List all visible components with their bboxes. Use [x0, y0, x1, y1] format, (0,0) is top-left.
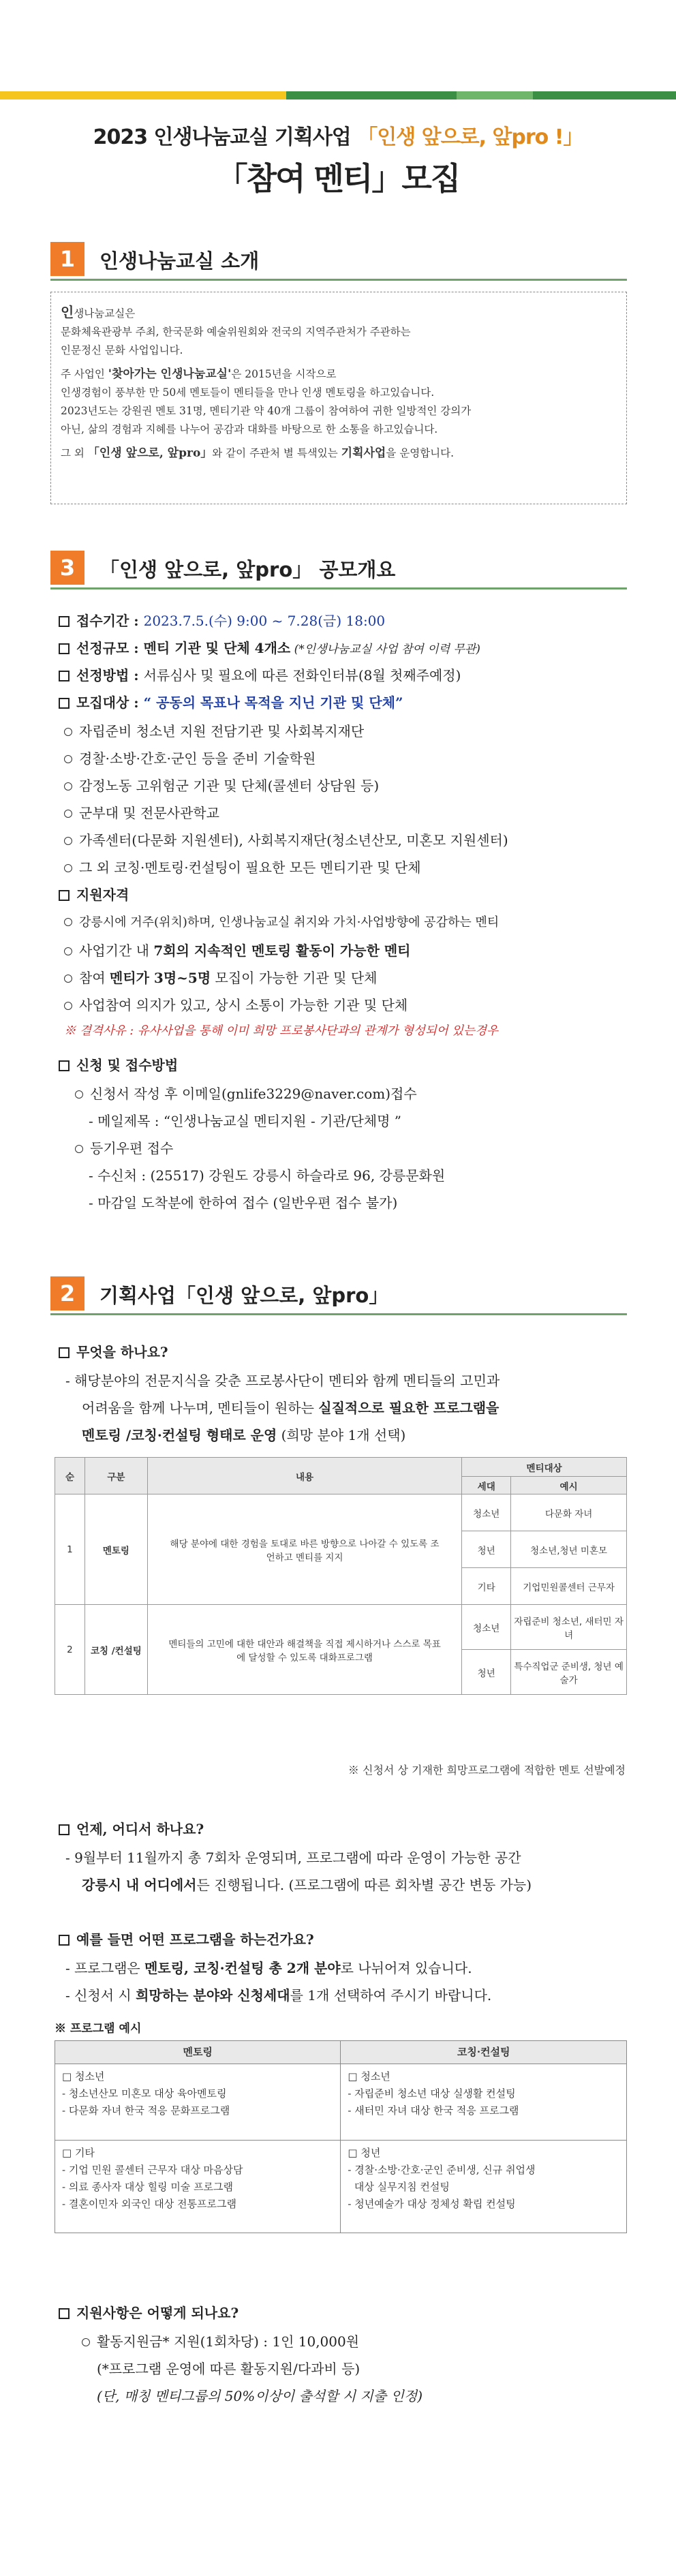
circle-bullet-icon	[75, 1090, 83, 1099]
period-row	[59, 610, 385, 630]
target-row	[59, 692, 403, 711]
example-cell	[341, 2141, 627, 2233]
section-3-header	[50, 551, 627, 589]
target-item-text: 군부대 및 전문사관학교	[79, 805, 219, 821]
cell-type: 코칭 /컨설팅	[84, 1605, 147, 1695]
cell-ex: 기업민원콜센터 근무자	[511, 1568, 627, 1605]
circle-bullet-icon	[64, 918, 72, 926]
q4-heading	[59, 2302, 239, 2322]
bar-segment-yellow	[0, 91, 286, 99]
cell-ex: 다문화 자녀	[511, 1494, 627, 1531]
intro-box	[50, 292, 627, 504]
example-cell-title: □ 청소년	[348, 2070, 390, 2083]
circle-bullet-icon	[64, 810, 72, 818]
q2-line: - 9월부터 11월까지 총 7회차 운영되며, 프로그램에 따라 운영이 가능한 공간	[65, 1850, 521, 1866]
subtitle-accent: 「인생 앞으로, 앞pro !」	[357, 125, 583, 149]
target-item-text: 가족센터(다문화 지원센터), 사회복지재단(청소년산모, 미혼모 지원센터)	[79, 832, 508, 848]
section-title: 「인생 앞으로, 앞pro」 공모개요	[99, 558, 396, 581]
q1-heading	[59, 1341, 168, 1361]
cell-no: 2	[55, 1605, 85, 1695]
apply-row	[59, 1054, 178, 1074]
circle-bullet-icon	[64, 728, 72, 736]
example-cell-item: - 경찰·소방·간호·군인 준비생, 신규 취업생	[348, 2164, 536, 2176]
qualification-row	[59, 884, 129, 904]
q3-text: - 프로그램은	[65, 1960, 145, 1976]
scale-row	[59, 637, 480, 657]
intro-emphasis: 「인생 앞으로, 앞pro」	[87, 446, 213, 460]
section-1-header	[50, 242, 627, 280]
circle-bullet-icon	[75, 1145, 83, 1153]
q1-line	[82, 1397, 499, 1417]
target-label: 모집대상 :	[76, 694, 144, 711]
section-number: 3	[50, 551, 84, 585]
q3-text: 를 1개 선택하여 주시기 바랍니다.	[290, 1987, 492, 2004]
q4-line: (*프로그램 운영에 따른 활동지원/다과비 등)	[97, 2361, 360, 2377]
target-item-text: 경찰·소방·간호·군인 등을 준비 기술학원	[79, 750, 316, 767]
q3-line	[65, 1984, 491, 2004]
section-underline	[50, 1313, 627, 1315]
checkbox-square-icon	[59, 1824, 70, 1835]
intro-line: 문화체육관광부 주최, 한국문화 예술위원회와 전국의 지역주관처가 주관하는	[61, 326, 411, 338]
intro-text: 그 외	[61, 447, 88, 459]
th-content: 내용	[147, 1458, 461, 1494]
cell-gen: 청소년	[462, 1494, 511, 1531]
intro-line: 2023년도는 강원권 멘토 31명, 멘티기관 약 40개 그룹이 참여하여 귀한 일방적인 강의가	[61, 405, 472, 417]
checkbox-square-icon	[59, 698, 70, 709]
q1-emphasis: 멘토링 /코칭·컨설팅 형태로 운영	[82, 1427, 277, 1443]
intro-line: 아닌, 삶의 경험과 지혜를 나누어 공감과 대화를 바탕으로 한 소통을 하고있습니다.	[61, 423, 438, 435]
section-underline	[50, 587, 627, 589]
checkbox-square-icon	[59, 671, 70, 681]
circle-bullet-icon	[64, 782, 72, 791]
apply-label: 신청 및 접수방법	[76, 1057, 179, 1073]
qual-item	[64, 940, 411, 960]
circle-bullet-icon	[82, 2338, 90, 2346]
target-item	[64, 802, 219, 822]
target-item-text: 감정노동 고위험군 기관 및 단체(콜센터 상담원 등)	[79, 778, 380, 794]
intro-text: 을 운영합니다.	[386, 447, 455, 459]
page-title: 「참여 멘티」모집	[216, 160, 460, 197]
q1-text: (희망 분야 1개 선택)	[277, 1427, 406, 1443]
example-cell	[55, 2064, 341, 2141]
target-value: “ 공동의 목표나 목적을 지닌 기관 및 단체”	[143, 694, 403, 711]
intro-lead-rest: 생나눔교실은	[74, 307, 136, 320]
example-cell-item: - 청소년산모 미혼모 대상 육아멘토링	[62, 2087, 227, 2100]
q4-text: 활동지원금* 지원(1회차당) : 1인 10,000원	[97, 2333, 360, 2350]
q3-text: 예를 들면 어떤 프로그램을 하는건가요?	[76, 1931, 314, 1948]
intro-text: 와 같이 주관처 별 특색있는	[212, 447, 341, 459]
section-2-header	[50, 1276, 627, 1315]
qualification-label: 지원자격	[76, 887, 129, 903]
scale-label: 선정규모 :	[76, 640, 144, 656]
q2-heading	[59, 1818, 204, 1838]
apply-text: 등기우편 접수	[90, 1140, 174, 1156]
cell-no: 1	[55, 1494, 85, 1605]
example-cell-item: 대상 실무지침 컨설팅	[348, 2181, 450, 2193]
circle-bullet-icon	[64, 947, 72, 955]
checkbox-square-icon	[59, 2308, 70, 2319]
target-item	[64, 748, 316, 767]
intro-text: 은 2015년을 시작으로	[231, 368, 337, 380]
example-cell-item: - 의료 종사자 대상 힐링 미술 프로그램	[62, 2181, 234, 2193]
period-label: 접수기간 :	[76, 613, 144, 629]
scale-value: 멘티 기관 및 단체 4개소	[143, 640, 291, 656]
cell-gen: 청년	[462, 1650, 511, 1695]
cell-ex: 특수직업군 준비생, 청년 예술가	[511, 1650, 627, 1695]
q4-text: 지원사항은 어떻게 되나요?	[76, 2305, 239, 2321]
apply-subitem: - 메일제목 : “인생나눔교실 멘티지원 - 기관/단체명 ”	[89, 1113, 402, 1129]
checkbox-square-icon	[59, 616, 70, 627]
cell-type: 멘토링	[84, 1494, 147, 1605]
q2-emphasis: 강릉시 내 어디에서	[82, 1877, 197, 1893]
target-item	[64, 775, 379, 795]
period-value: 2023.7.5.(수) 9:00 ~ 7.28(금) 18:00	[143, 613, 386, 629]
circle-bullet-icon	[64, 1002, 72, 1010]
intro-emphasis: '찾아가는 인생나눔교실'	[108, 367, 232, 381]
q1-text: 무엇을 하나요?	[76, 1344, 168, 1360]
example-cell-item: - 결혼이민자 외국인 대상 전통프로그램	[62, 2198, 236, 2210]
intro-emphasis: 기획사업	[341, 446, 386, 460]
qual-text: 모집이 가능한 기관 및 단체	[211, 970, 378, 986]
bar-segment-green	[286, 91, 457, 99]
th-target: 멘티대상	[462, 1458, 627, 1477]
method-row	[59, 664, 461, 684]
q3-line	[65, 1957, 472, 1977]
example-cell	[341, 2064, 627, 2141]
q1-emphasis: 실질적으로 필요한 프로그램을	[318, 1400, 500, 1416]
q4-line: (단, 매칭 멘티그룹의 50%이상이 출석할 시 지출 인정)	[97, 2388, 422, 2404]
q2-line	[82, 1874, 532, 1894]
disqualification-note: ※ 결격사유 : 유사사업을 통해 이미 희망 프로봉사단과의 관계가 형성되어 있는경우	[64, 1024, 498, 1038]
cell-content: 해당 분야에 대한 경험을 토대로 바른 방향으로 나아갈 수 있도록 조언하고 멘티를 지지	[147, 1494, 461, 1605]
cell-gen: 청년	[462, 1531, 511, 1568]
checkbox-square-icon	[59, 890, 70, 901]
section-number: 2	[50, 1276, 84, 1310]
qual-text: 사업기간 내	[79, 942, 154, 959]
target-item	[64, 720, 364, 740]
qual-emphasis: 7회의 지속적인 멘토링 활동이 가능한 멘티	[153, 942, 411, 959]
example-row	[55, 2141, 627, 2233]
q3-emphasis: 희망하는 분야와 신청세대	[136, 1987, 290, 2004]
cell-content: 멘티들의 고민에 대한 대안과 해결책을 직접 제시하거나 스스로 목표에 달성할 수 있도록 대화프로그램	[147, 1605, 461, 1695]
example-cell-item: - 다문화 자녀 한국 적응 문화프로그램	[62, 2104, 230, 2117]
circle-bullet-icon	[64, 864, 72, 872]
intro-lead-big: 인	[61, 304, 74, 320]
example-row	[55, 2064, 627, 2141]
checkbox-square-icon	[59, 1347, 70, 1358]
intro-line: 인문정신 문화 사업입니다.	[61, 344, 183, 356]
intro-line: 인생경험이 풍부한 만 50세 멘토들이 멘티들을 만나 인생 멘토링을 하고있습니다.	[61, 386, 435, 399]
example-cell-item: - 청년예술가 대상 정체성 확립 컨설팅	[348, 2198, 516, 2210]
q1-line	[82, 1424, 405, 1444]
target-item-text: 자립준비 청소년 지원 전담기관 및 사회복지재단	[79, 723, 365, 739]
th-gen: 세대	[462, 1477, 511, 1494]
apply-text: 신청서 작성 후 이메일(gnlife3229@naver.com)접수	[90, 1086, 417, 1102]
apply-subitem: - 마감일 도착분에 한하여 접수 (일반우편 접수 불가)	[89, 1195, 398, 1211]
project-subtitle	[0, 120, 676, 150]
table-row	[55, 1494, 627, 1531]
section-underline	[50, 279, 627, 281]
qual-text: 참여	[79, 970, 110, 986]
table-row	[55, 1605, 627, 1650]
q3-emphasis: 멘토링, 코칭·컨설팅 총 2개 분야	[144, 1960, 341, 1976]
section-number: 1	[50, 242, 84, 276]
qual-text: 사업참여 의지가 있고, 상시 소통이 가능한 기관 및 단체	[79, 997, 408, 1013]
qual-item	[64, 913, 499, 930]
example-header-mentoring: 멘토링	[55, 2041, 341, 2064]
example-cell-item: - 새터민 자녀 대상 한국 적응 프로그램	[348, 2104, 519, 2117]
th-no: 순	[55, 1458, 85, 1494]
example-cell-title: □ 청년	[348, 2147, 381, 2159]
target-item-text: 그 외 코칭·멘토링·컨설팅이 필요한 모든 멘티기관 및 단체	[79, 859, 421, 876]
qual-item	[64, 967, 377, 987]
q4-line	[82, 2331, 359, 2350]
example-header-coaching: 코칭·컨설팅	[341, 2041, 627, 2064]
qual-item	[64, 994, 408, 1014]
checkbox-square-icon	[59, 643, 70, 654]
example-table	[55, 2040, 627, 2233]
circle-bullet-icon	[64, 837, 72, 845]
q3-heading	[59, 1929, 314, 1948]
example-cell-item: - 기업 민원 콜센터 근무자 대상 마음상담	[62, 2164, 243, 2176]
qual-text: 강릉시에 거주(위치)하며, 인생나눔교실 취지와 가치·사업방향에 공감하는 멘티	[79, 915, 500, 930]
q3-text: - 신청서 시	[65, 1987, 136, 2004]
bar-segment-lightgreen	[457, 91, 533, 99]
q1-line: - 해당분야의 전문지식을 갖춘 프로봉사단이 멘티와 함께 멘티들의 고민과	[65, 1373, 500, 1389]
checkbox-square-icon	[59, 1935, 70, 1946]
checkbox-square-icon	[59, 1060, 70, 1071]
apply-subitem: - 수신처 : (25517) 강원도 강릉시 하슬라로 96, 강릉문화원	[89, 1167, 446, 1184]
cell-ex: 자립준비 청소년, 새터민 자녀	[511, 1605, 627, 1650]
target-item	[64, 829, 508, 849]
q2-text: 든 진행됩니다. (프로그램에 따른 회차별 공간 변동 가능)	[196, 1877, 532, 1893]
apply-item	[75, 1137, 173, 1157]
bar-segment-green2	[533, 91, 676, 99]
th-type: 구분	[84, 1458, 147, 1494]
program-table	[55, 1457, 627, 1695]
cell-gen: 기타	[462, 1568, 511, 1605]
target-item	[64, 857, 421, 876]
cell-ex: 청소년,청년 미혼모	[511, 1531, 627, 1568]
top-color-bar	[0, 91, 676, 99]
q2-text: 언제, 어디서 하나요?	[76, 1821, 204, 1837]
th-ex: 예시	[511, 1477, 627, 1494]
q3-text: 로 나뉘어져 있습니다.	[340, 1960, 472, 1976]
example-cell-title: □ 청소년	[62, 2070, 105, 2083]
cell-gen: 청소년	[462, 1605, 511, 1650]
scale-note: (*인생나눔교실 사업 참여 이력 무관)	[290, 643, 480, 656]
method-value: 서류심사 및 필요에 따른 전화인터뷰(8월 첫째주예정)	[143, 667, 461, 684]
subtitle-prefix: 2023 인생나눔교실 기획사업	[93, 125, 358, 149]
circle-bullet-icon	[64, 975, 72, 983]
example-cell-item: - 자립준비 청소년 대상 실생활 컨설팅	[348, 2087, 516, 2100]
q1-text: 어려움을 함께 나누며, 멘티들이 원하는	[82, 1400, 319, 1416]
table-note: ※ 신청서 상 기재한 희망프로그램에 적합한 멘토 선발예정	[348, 1764, 626, 1777]
section-title: 기획사업「인생 앞으로, 앞pro」	[99, 1284, 389, 1307]
qual-emphasis: 멘티가 3명~5명	[110, 970, 211, 986]
example-cell	[55, 2141, 341, 2233]
method-label: 선정방법 :	[76, 667, 144, 684]
example-cell-title: □ 기타	[62, 2147, 95, 2159]
apply-item	[75, 1083, 417, 1103]
section-title: 인생나눔교실 소개	[99, 249, 260, 273]
intro-text: 주 사업인	[61, 368, 108, 380]
example-title: ※ 프로그램 예시	[55, 2022, 142, 2036]
circle-bullet-icon	[64, 755, 72, 763]
